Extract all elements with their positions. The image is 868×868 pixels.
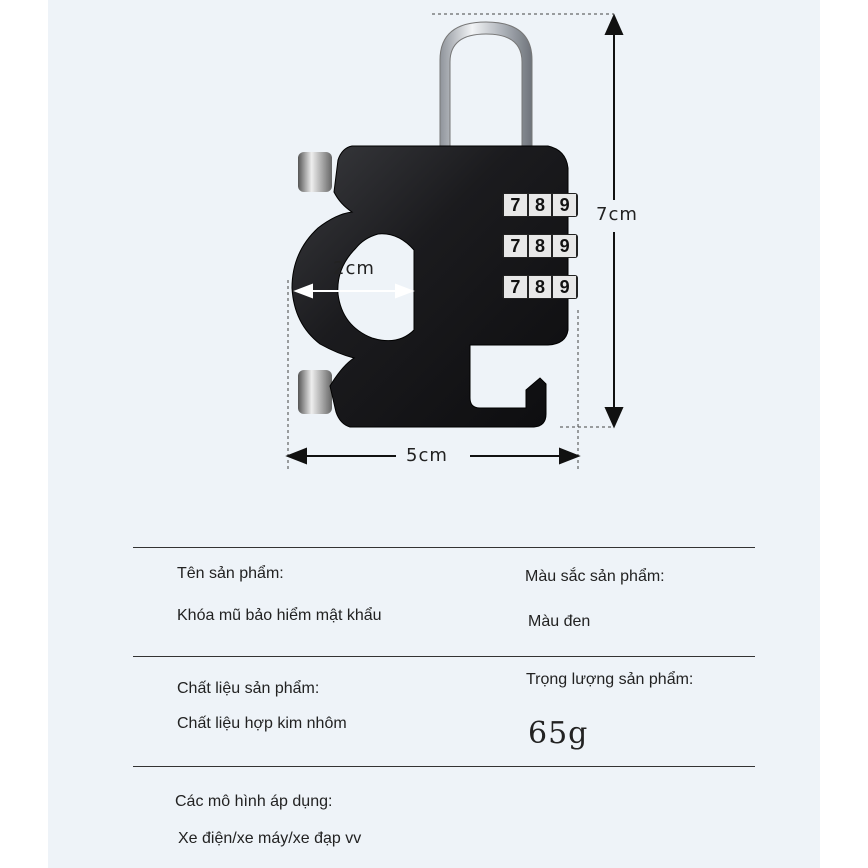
applicable-models-value: Xe điện/xe máy/xe đạp vv — [178, 830, 362, 847]
dial-digit[interactable]: 9 — [553, 194, 576, 216]
divider — [133, 766, 755, 767]
product-name-label: Tên sản phẩm: — [177, 565, 284, 582]
dial-digit[interactable]: 7 — [504, 194, 527, 216]
material-label: Chất liệu sản phẩm: — [177, 680, 320, 697]
weight-label: Trọng lượng sản phẩm: — [526, 671, 694, 688]
dial-digit[interactable]: 7 — [504, 276, 527, 298]
product-name-value: Khóa mũ bảo hiểm mật khẩu — [177, 607, 382, 624]
weight-value: 65g — [528, 716, 589, 751]
dial-digit[interactable]: 9 — [553, 235, 576, 257]
inner-diameter-label: 2cm — [333, 258, 375, 279]
divider — [133, 547, 755, 548]
material-value: Chất liệu hợp kim nhôm — [177, 715, 347, 732]
dial-digit[interactable]: 9 — [553, 276, 576, 298]
dial-digit[interactable]: 8 — [529, 194, 552, 216]
applicable-models-label: Các mô hình áp dụng: — [175, 793, 333, 810]
dial-row — [502, 193, 578, 217]
height-label: 7cm — [596, 204, 638, 225]
dial-digit[interactable]: 7 — [504, 235, 527, 257]
product-color-value: Màu đen — [528, 613, 591, 630]
shackle — [440, 22, 532, 150]
dial-digit[interactable]: 8 — [529, 276, 552, 298]
dial-row — [502, 234, 578, 258]
dial-digit[interactable]: 8 — [529, 235, 552, 257]
width-label: 5cm — [406, 445, 448, 466]
divider — [133, 656, 755, 657]
product-color-label: Màu sắc sản phẩm: — [525, 568, 665, 585]
dial-row — [502, 275, 578, 299]
